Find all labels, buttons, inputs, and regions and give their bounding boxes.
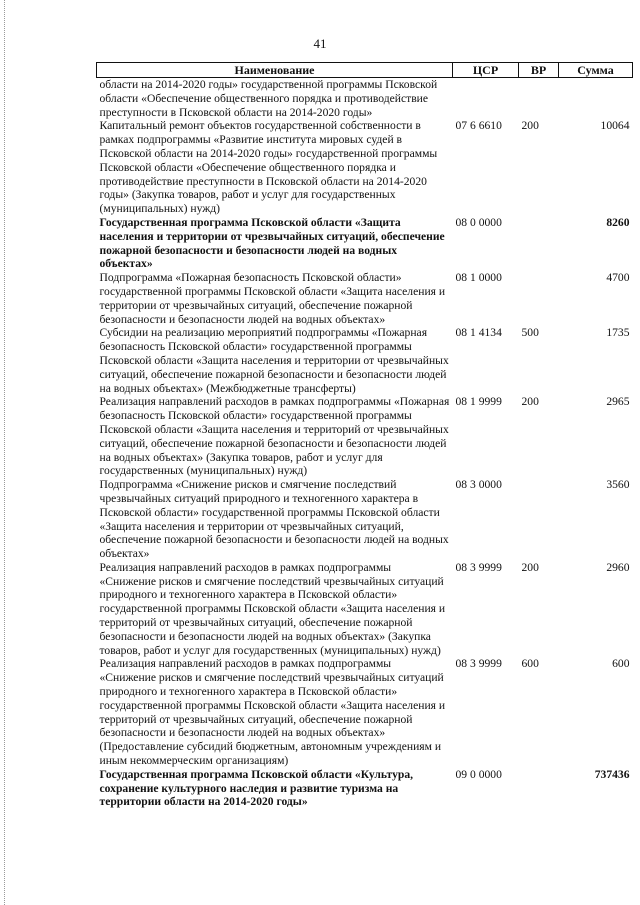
table-header-row <box>97 63 633 78</box>
table-row <box>97 119 633 216</box>
row-csr-cell: 08 3 0000 <box>455 478 502 492</box>
row-name-cell: Государственная программа Псковской области «Культура, сохранение культурного наследия и развитие туризма на территории области на 2014-2020 годы» <box>99 767 414 809</box>
row-sum-cell: 600 <box>612 657 630 671</box>
row-csr-cell: 08 1 0000 <box>455 271 502 285</box>
row-vr-cell <box>519 78 559 120</box>
row-name-cell: Подпрограмма «Снижение рисков и смягчение последствий чрезвычайных ситуаций природного и техногенного характера в Псковской области» государственной программы Псковской области «Защита населения и территории от чрезвычайных ситуаций, обеспечение пожарной безопасности и безопасности людей на водных объектах» <box>99 478 449 561</box>
row-name-cell: Субсидии на реализацию мероприятий подпрограммы «Пожарная безопасность Псковской области» государственной программы Псковской области «Защита населения и территории от чрезвычайных ситуаций, обеспечение пожарной безопасности и безопасности людей на водных объектах» (Межбюджетные трансферты) <box>99 326 449 395</box>
table-row <box>97 478 633 561</box>
row-vr-cell <box>519 768 559 809</box>
table-row <box>97 78 633 120</box>
header-csr: ЦСР <box>453 63 519 78</box>
table-row <box>97 326 633 395</box>
row-sum-cell: 4700 <box>606 271 630 285</box>
row-sum-cell: 8260 <box>606 215 630 229</box>
row-vr-cell <box>519 478 559 561</box>
row-vr-cell: 600 <box>521 657 539 671</box>
budget-table-container <box>96 62 632 809</box>
budget-table <box>96 62 633 809</box>
row-sum-cell: 737436 <box>594 767 630 781</box>
scan-edge-line <box>4 0 6 905</box>
row-csr-cell: 07 6 6610 <box>455 119 502 133</box>
table-row <box>97 216 633 271</box>
table-row <box>97 657 633 767</box>
row-csr-cell: 08 1 9999 <box>455 395 502 409</box>
row-csr-cell <box>453 78 519 120</box>
header-name: Наименование <box>97 63 453 78</box>
row-sum-cell: 2965 <box>606 395 630 409</box>
row-name-cell: области на 2014-2020 годы» государственной программы Псковской области «Обеспечение общественного порядка и противодействие преступности в Псковской области на 2014-2020 годы» <box>99 78 438 119</box>
row-vr-cell: 200 <box>521 395 539 409</box>
row-name-cell: Государственная программа Псковской области «Защита населения и территории от чрезвычайных ситуаций, обеспечение пожарной безопасности и безопасности людей на водных объектах» <box>99 215 445 271</box>
row-name-cell: Подпрограмма «Пожарная безопасность Псковской области» государственной программы Псковской области «Защита населения и территории от чрезвычайных ситуаций, обеспечение пожарной безопасности и безопасности людей на водных объектах» <box>99 271 446 326</box>
row-sum-cell: 2960 <box>606 560 630 574</box>
table-row <box>97 395 633 478</box>
row-csr-cell: 08 3 9999 <box>455 560 502 574</box>
table-row <box>97 271 633 326</box>
row-sum-cell: 1735 <box>606 326 630 340</box>
row-vr-cell: 200 <box>521 119 539 133</box>
row-sum-cell: 3560 <box>606 478 630 492</box>
header-sum: Сумма <box>559 63 633 78</box>
row-name-cell: Капитальный ремонт объектов государственной собственности в рамках подпрограммы «Развитие института мировых судей в Псковской области на 2014-2020 годы» государственной программы Псковской области «Обеспечение общественного порядка и противодействие преступности в Псковской области на 2014-2020 годы» (Закупка товаров, работ и услуг для государственных (муниципальных) нужд) <box>99 119 438 216</box>
row-vr-cell: 500 <box>521 326 539 340</box>
table-row <box>97 768 633 809</box>
row-name-cell: Реализация направлений расходов в рамках подпрограммы «Снижение рисков и смягчение последствий чрезвычайных ситуаций природного и техногенного характера в Псковской области» государственной программы Псковской области «Защита населения и территорий от чрезвычайных ситуаций, обеспечение пожарной безопасности и безопасности людей на водных объектах» (Предоставление субсидий бюджетным, автономным учреждениям и иным некоммерческим организациям) <box>99 657 446 768</box>
table-row <box>97 561 633 658</box>
row-name-cell: Реализация направлений расходов в рамках подпрограммы «Снижение рисков и смягчение последствий чрезвычайных ситуаций природного и техногенного характера в Псковской области» государственной программы Псковской области «Защита населения и территорий от чрезвычайных ситуаций, обеспечение пожарной безопасности и безопасности людей на водных объектах» (Закупка товаров, работ и услуг для государственных (муниципальных) нужд) <box>99 560 446 657</box>
row-vr-cell: 200 <box>521 560 539 574</box>
row-csr-cell: 08 3 9999 <box>455 657 502 671</box>
row-csr-cell: 08 1 4134 <box>455 326 502 340</box>
row-name-cell: Реализация направлений расходов в рамках подпрограммы «Пожарная безопасность Псковской области» государственной программы Псковской области «Защита населения и территорий от чрезвычайных ситуаций, обеспечение пожарной безопасности и безопасности людей на водных объектах» (Закупка товаров, работ и услуг для государственных (муниципальных) нужд) <box>99 395 450 478</box>
row-sum-cell <box>559 78 633 120</box>
row-sum-cell: 10064 <box>600 119 630 133</box>
row-csr-cell: 08 0 0000 <box>455 215 502 229</box>
row-vr-cell <box>519 216 559 271</box>
row-csr-cell: 09 0 0000 <box>455 767 502 781</box>
page-number: 41 <box>313 36 327 51</box>
row-vr-cell <box>519 271 559 326</box>
header-vr: ВР <box>519 63 559 78</box>
